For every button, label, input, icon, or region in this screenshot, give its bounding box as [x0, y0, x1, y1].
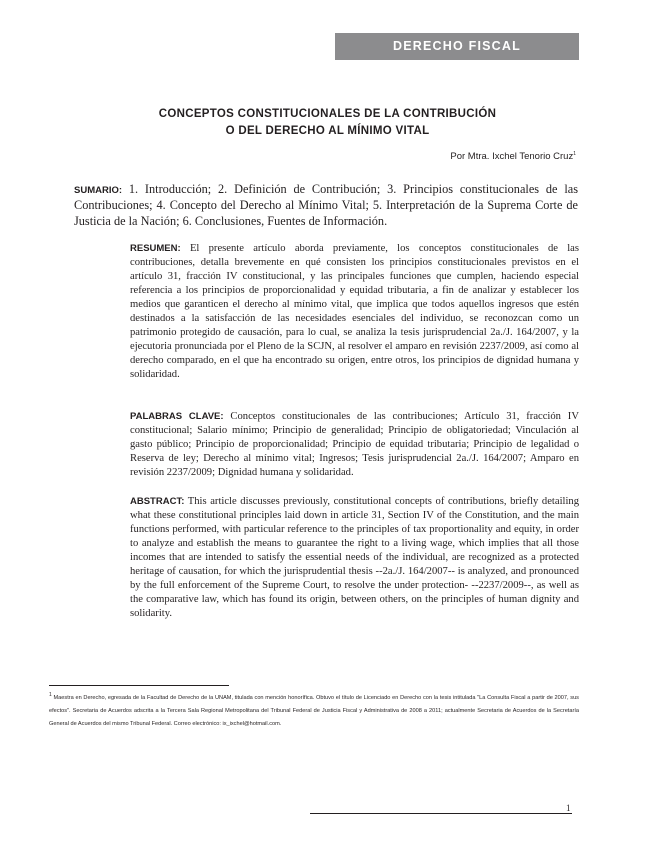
author-footnote-ref[interactable]: 1: [573, 151, 576, 157]
palabras-clave-paragraph: [130, 410, 579, 480]
footnote: [49, 689, 579, 731]
sumario-label: SUMARIO:: [74, 185, 123, 196]
abstract-text: This article discusses previously, constitutional concepts of contributions, briefly detailing what these constitutional principles laid down in article 31, Section IV of the Constitution, and the main functions performed, with particular reference to the principles of tax proportionality and equity, in order to analyze and establish the means to guarantee the right to a living wage, which implies that all those incomes that are intended to satisfy the essential needs of the individual, are recognized as a protected heritage of causation, for which the jurisprudential thesis --2a./J. 164/2007-- is analyzed, and pronounced by the full enforcement of the Supreme Court, to resolve the under protection- --2237/2009--, as well as the comparative law, which has found its origin, between others, on the principles of human dignity and solidarity.: [130, 496, 579, 619]
footnote-text: Maestra en Derecho, egresada de la Facultad de Derecho de la UNAM, titulada con mención honorífica. Obtuvo el título de Licenciado en Derecho con la tesis intitulada "La Consulta Fiscal a partir de 2007, sus efectos". Secretaria de Acuerdos adscrita a la Tercera Sala Regional Metropolitana del Tribunal Federal de Justicia Fiscal y Administrativa de 2008 a 2011; actualmente Secretaria de Acuerdos de la Secretaría General de Acuerdos del mismo Tribunal Federal. Correo electrónico: ix_ixchel@hotmail.com.: [49, 694, 579, 727]
resumen-paragraph: [130, 242, 579, 382]
abstract-paragraph: [130, 495, 579, 621]
footnote-number: 1: [49, 692, 52, 698]
author-name: Por Mtra. Ixchel Tenorio Cruz: [450, 151, 574, 163]
article-title-line-2: O DEL DERECHO AL MÍNIMO VITAL: [225, 125, 430, 137]
article-title-line-1: CONCEPTOS CONSTITUCIONALES DE LA CONTRIBUCIÓN: [158, 108, 497, 120]
page-number: 1: [566, 803, 571, 813]
abstract-label: ABSTRACT:: [130, 496, 185, 507]
author-byline: [450, 151, 576, 162]
resumen-text: El presente artículo aborda previamente, los conceptos constitucionales de las contribuciones, detalla brevemente en qué consisten los principios constitucionales previstos en el artículo 31, fracción IV constitucional, y las principales funciones que cumplen, haciendo especial referencia a los principios de proporcionalidad y equidad tributaria, a fin de analizar y establecer los medios que garanticen el derecho al mínimo vital, que implica que todos aquellos ingresos que estén destinados a la satisfacción de las necesidades esenciales del individuo, se reconozcan como un patrimonio protegido de causación, para lo cual, se analiza la tesis jurisprudencial 2a./J. 164/2007, y la ejecutoria pronunciada por el Pleno de la SCJN, al resolver el amparo en revisión 2237/2009, así como al derecho comparado, en el que ha encontrado su origen, entre otros, los principios de dignidad humana y solidaridad.: [130, 243, 580, 380]
section-tag: DERECHO FISCAL: [335, 33, 579, 60]
sumario-text: 1. Introducción; 2. Definición de Contribución; 3. Principios constitucionales de las Contribuciones; 4. Concepto del Derecho al Mínimo Vital; 5. Interpretación de la Suprema Corte de Justicia de la Nación; 6. Conclusiones, Fuentes de Información.: [74, 182, 578, 228]
article-title: [100, 106, 555, 140]
palabras-clave-text: Conceptos constitucionales de las contribuciones; Artículo 31, fracción IV constitucional; Salario mínimo; Principio de generalidad; Principio de obligatoriedad; Vinculación al gasto público; Principio de proporcionalidad; Principio de equidad tributaria; Principio de legalidad o Reserva de ley; Derecho al mínimo vital; Ingresos; Tesis jurisprudencial 2a./J. 164/2007; Amparo en revisión 2237/2009; Dignidad humana y solidaridad.: [130, 411, 579, 478]
page-footer-rule: [310, 813, 572, 814]
palabras-clave-label: PALABRAS CLAVE:: [130, 411, 224, 422]
footnote-divider: [49, 685, 229, 686]
sumario-paragraph: [74, 182, 578, 229]
resumen-label: RESUMEN:: [130, 243, 181, 254]
